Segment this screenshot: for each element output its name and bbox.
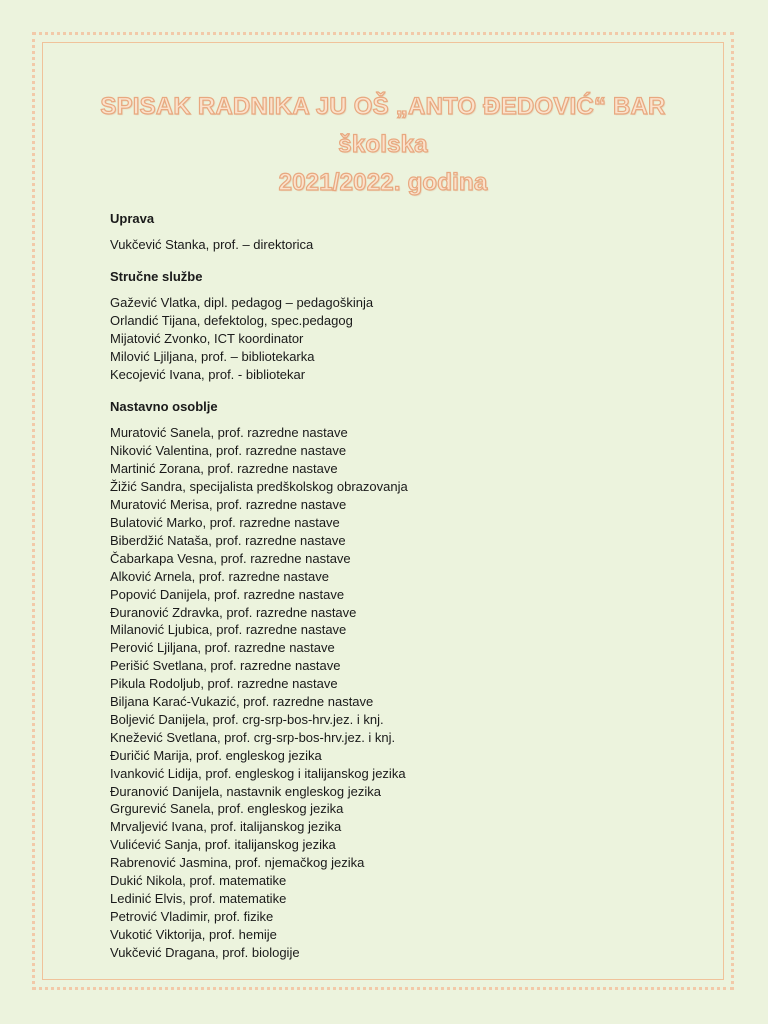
list-item: Popović Danijela, prof. razredne nastave [110,586,345,602]
list-item: Martinić Zorana, prof. razredne nastave [110,461,338,477]
title-line-3: 2021/2022. godina [278,169,488,196]
list-item: Biljana Karać-Vukazić, prof. razredne nastave [110,694,374,710]
list-item: Vukčević Dragana, prof. biologije [110,944,300,960]
section-uprava [110,210,690,254]
title-line-1: SPISAK RADNIKA JU OŠ „ANTO ĐEDOVIĆ“ BAR [100,93,666,120]
list-item: Knežević Svetlana, prof. crg-srp-bos-hrv.jez. i knj. [110,729,396,745]
list-item: Dukić Nikola, prof. matematike [110,873,287,889]
list-item: Vukotić Viktorija, prof. hemije [110,926,277,942]
title-line-2: školska [338,131,428,158]
list-item: Alković Arnela, prof. razredne nastave [110,568,329,584]
list-item: Žižić Sandra, specijalista predškolskog obrazovanja [110,479,408,495]
section-nastavno-osoblje [110,398,690,961]
list-item: Kecojević Ivana, prof. - bibliotekar [110,366,306,382]
list-item: Čabarkapa Vesna, prof. razredne nastave [110,550,351,566]
list-item: Đuranović Danijela, nastavnik engleskog jezika [110,783,381,799]
list-item: Perišić Svetlana, prof. razredne nastave [110,658,341,674]
list-item: Niković Valentina, prof. razredne nastave [110,443,347,459]
page-title [42,88,724,202]
list-item: Vukčević Stanka, prof. – direktorica [110,237,314,252]
list-item: Orlandić Tijana, defektolog, spec.pedagog [110,312,353,328]
list-item: Ledinić Elvis, prof. matematike [110,891,287,906]
list-item: Milović Ljiljana, prof. – bibliotekarka [110,348,315,364]
section-strucne-sluzbe [110,268,690,384]
section-heading: Uprava [110,211,155,226]
list-item: Petrović Vladimir, prof. fizike [110,908,274,924]
list-item: Rabrenović Jasmina, prof. njemačkog jezika [110,855,365,871]
list-item: Boljević Danijela, prof. crg-srp-bos-hrv.jez. i knj. [110,711,384,727]
list-item: Muratović Merisa, prof. razredne nastave [110,497,347,513]
staff-list [110,236,690,254]
document-body [110,210,690,974]
staff-list [110,294,690,384]
staff-list [110,424,690,961]
list-item: Ivanković Lidija, prof. engleskog i italijanskog jezika [110,765,406,781]
list-item: Biberdžić Nataša, prof. razredne nastave [110,532,346,548]
list-item: Muratović Sanela, prof. razredne nastave [110,425,348,441]
list-item: Vulićević Sanja, prof. italijanskog jezika [110,837,336,853]
list-item: Gažević Vlatka, dipl. pedagog – pedagoškinja [110,294,374,310]
list-item: Đuranović Zdravka, prof. razredne nastave [110,604,357,620]
list-item: Pikula Rodoljub, prof. razredne nastave [110,676,338,692]
list-item: Grgurević Sanela, prof. engleskog jezika [110,801,344,817]
list-item: Perović Ljiljana, prof. razredne nastave [110,640,335,656]
list-item: Mrvaljević Ivana, prof. italijanskog jezika [110,819,342,835]
section-heading: Stručne službe [110,268,203,284]
list-item: Đuričić Marija, prof. engleskog jezika [110,747,322,763]
section-heading: Nastavno osoblje [110,399,218,415]
list-item: Bulatović Marko, prof. razredne nastave [110,514,340,530]
list-item: Mijatović Zvonko, ICT koordinator [110,330,304,346]
list-item: Milanović Ljubica, prof. razredne nastave [110,622,347,638]
